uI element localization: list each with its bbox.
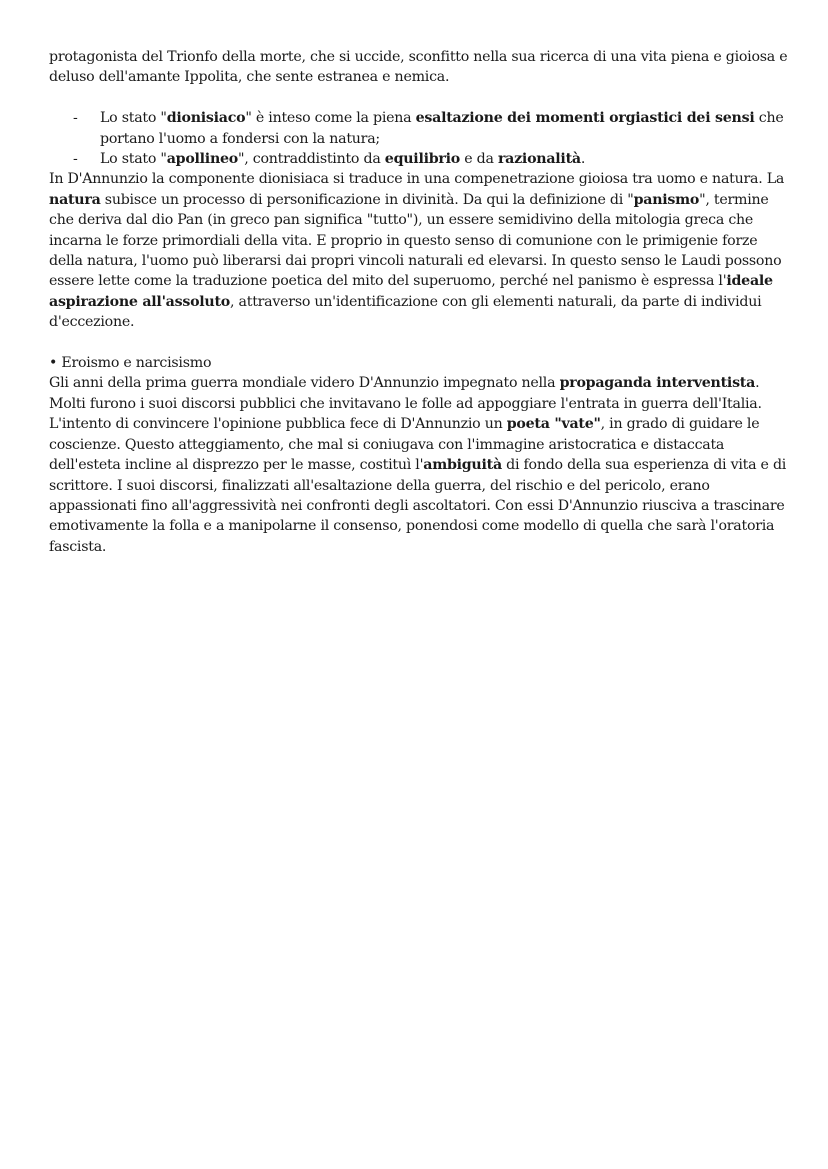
bullet-list <box>49 108 788 169</box>
bold-term-propaganda: propaganda interventista <box>559 375 756 392</box>
panismo-paragraph <box>49 169 788 332</box>
text-run: , in grado di guidare le coscienze. Questo atteggiamento, che mal si coniugava con l'immagine aristocratica e distaccata dell'esteta incline al disprezzo per le masse, costituì l' <box>49 416 760 474</box>
text-run: In D'Annunzio la componente dionisiaca si traduce in una compenetrazione gioiosa tra uomo e natura. La <box>49 171 785 188</box>
eroismo-paragraph <box>49 373 788 557</box>
text-run: " è inteso come la piena <box>245 110 416 127</box>
bold-term-equilibrio: equilibrio <box>384 151 460 168</box>
bold-term-dionisiaco: dionisiaco <box>166 110 246 127</box>
text-run: e da <box>459 151 498 168</box>
paragraph-gap <box>49 333 788 353</box>
bold-term-esaltazione: esaltazione dei momenti orgiastici dei sensi <box>415 110 755 127</box>
bold-term-apollineo: apollineo <box>166 151 239 168</box>
text-run: . Molti furono i suoi discorsi pubblici che invitavano le folle ad appoggiare l'entrata in guerra dell'Italia. L'intento di convincere l'opinione pubblica fece di D'Annunzio un <box>49 375 762 433</box>
bullet-dash: - <box>73 110 78 127</box>
text-run: subisce un processo di personificazione in divinità. Da qui la definizione di " <box>100 191 634 208</box>
text-run: che portano l'uomo a fondersi con la natura; <box>100 110 784 147</box>
bullet-item-dionisiaco <box>49 108 788 149</box>
text-run: Lo stato " <box>100 110 167 127</box>
text-run: ", termine che deriva dal dio Pan (in greco pan significa "tutto"), un essere semidivino della mitologia greca che incarna le forze primordiali della vita. E proprio in questo senso di comunione con le primigenie forze della natura, l'uomo può liberarsi dai propri vincoli naturali ed elevarsi. In questo senso le Laudi possono essere lette come la traduzione poetica del mito del superuomo, perché nel panismo è espressa l' <box>49 191 782 290</box>
bullet-dash: - <box>73 151 78 168</box>
text-run: di fondo della sua esperienza di vita e di scrittore. I suoi discorsi, finalizzati all'esaltazione della guerra, del rischio e del pericolo, erano appassionati fino all'aggressività nei confronti degli ascoltatori. Con essi D'Annunzio riusciva a trascinare emotivamente la folla e a manipolarne il consenso, ponendosi come modello di quella che sarà l'oratoria fascista. <box>49 457 787 555</box>
paragraph-gap <box>49 88 788 108</box>
intro-paragraph <box>49 47 788 88</box>
bold-term-panismo: panismo <box>633 191 700 208</box>
text-run: . <box>580 151 586 168</box>
bullet-item-apollineo <box>49 149 788 169</box>
text-run: , attraverso un'identificazione con gli elementi naturali, da parte di individui d'eccezione. <box>49 293 762 331</box>
bold-term-poeta-vate: poeta "vate" <box>506 416 601 433</box>
bold-term-natura: natura <box>49 191 101 208</box>
section-heading: • Eroismo e narcisismo <box>49 355 212 372</box>
text-run: ", contraddistinto da <box>238 151 385 168</box>
bold-term-ideale-aspirazione: ideale aspirazione all'assoluto <box>49 273 773 310</box>
intro-text: protagonista del Trionfo della morte, che si uccide, sconfitto nella sua ricerca di una vita piena e gioiosa e deluso dell'amante Ippolita, che sente estranea e nemica. <box>49 49 788 86</box>
text-run: Lo stato " <box>100 151 167 168</box>
bold-term-razionalita: razionalità <box>497 151 581 168</box>
bold-term-ambiguita: ambiguità <box>423 457 502 474</box>
text-run: Gli anni della prima guerra mondiale videro D'Annunzio impegnato nella <box>49 375 560 392</box>
